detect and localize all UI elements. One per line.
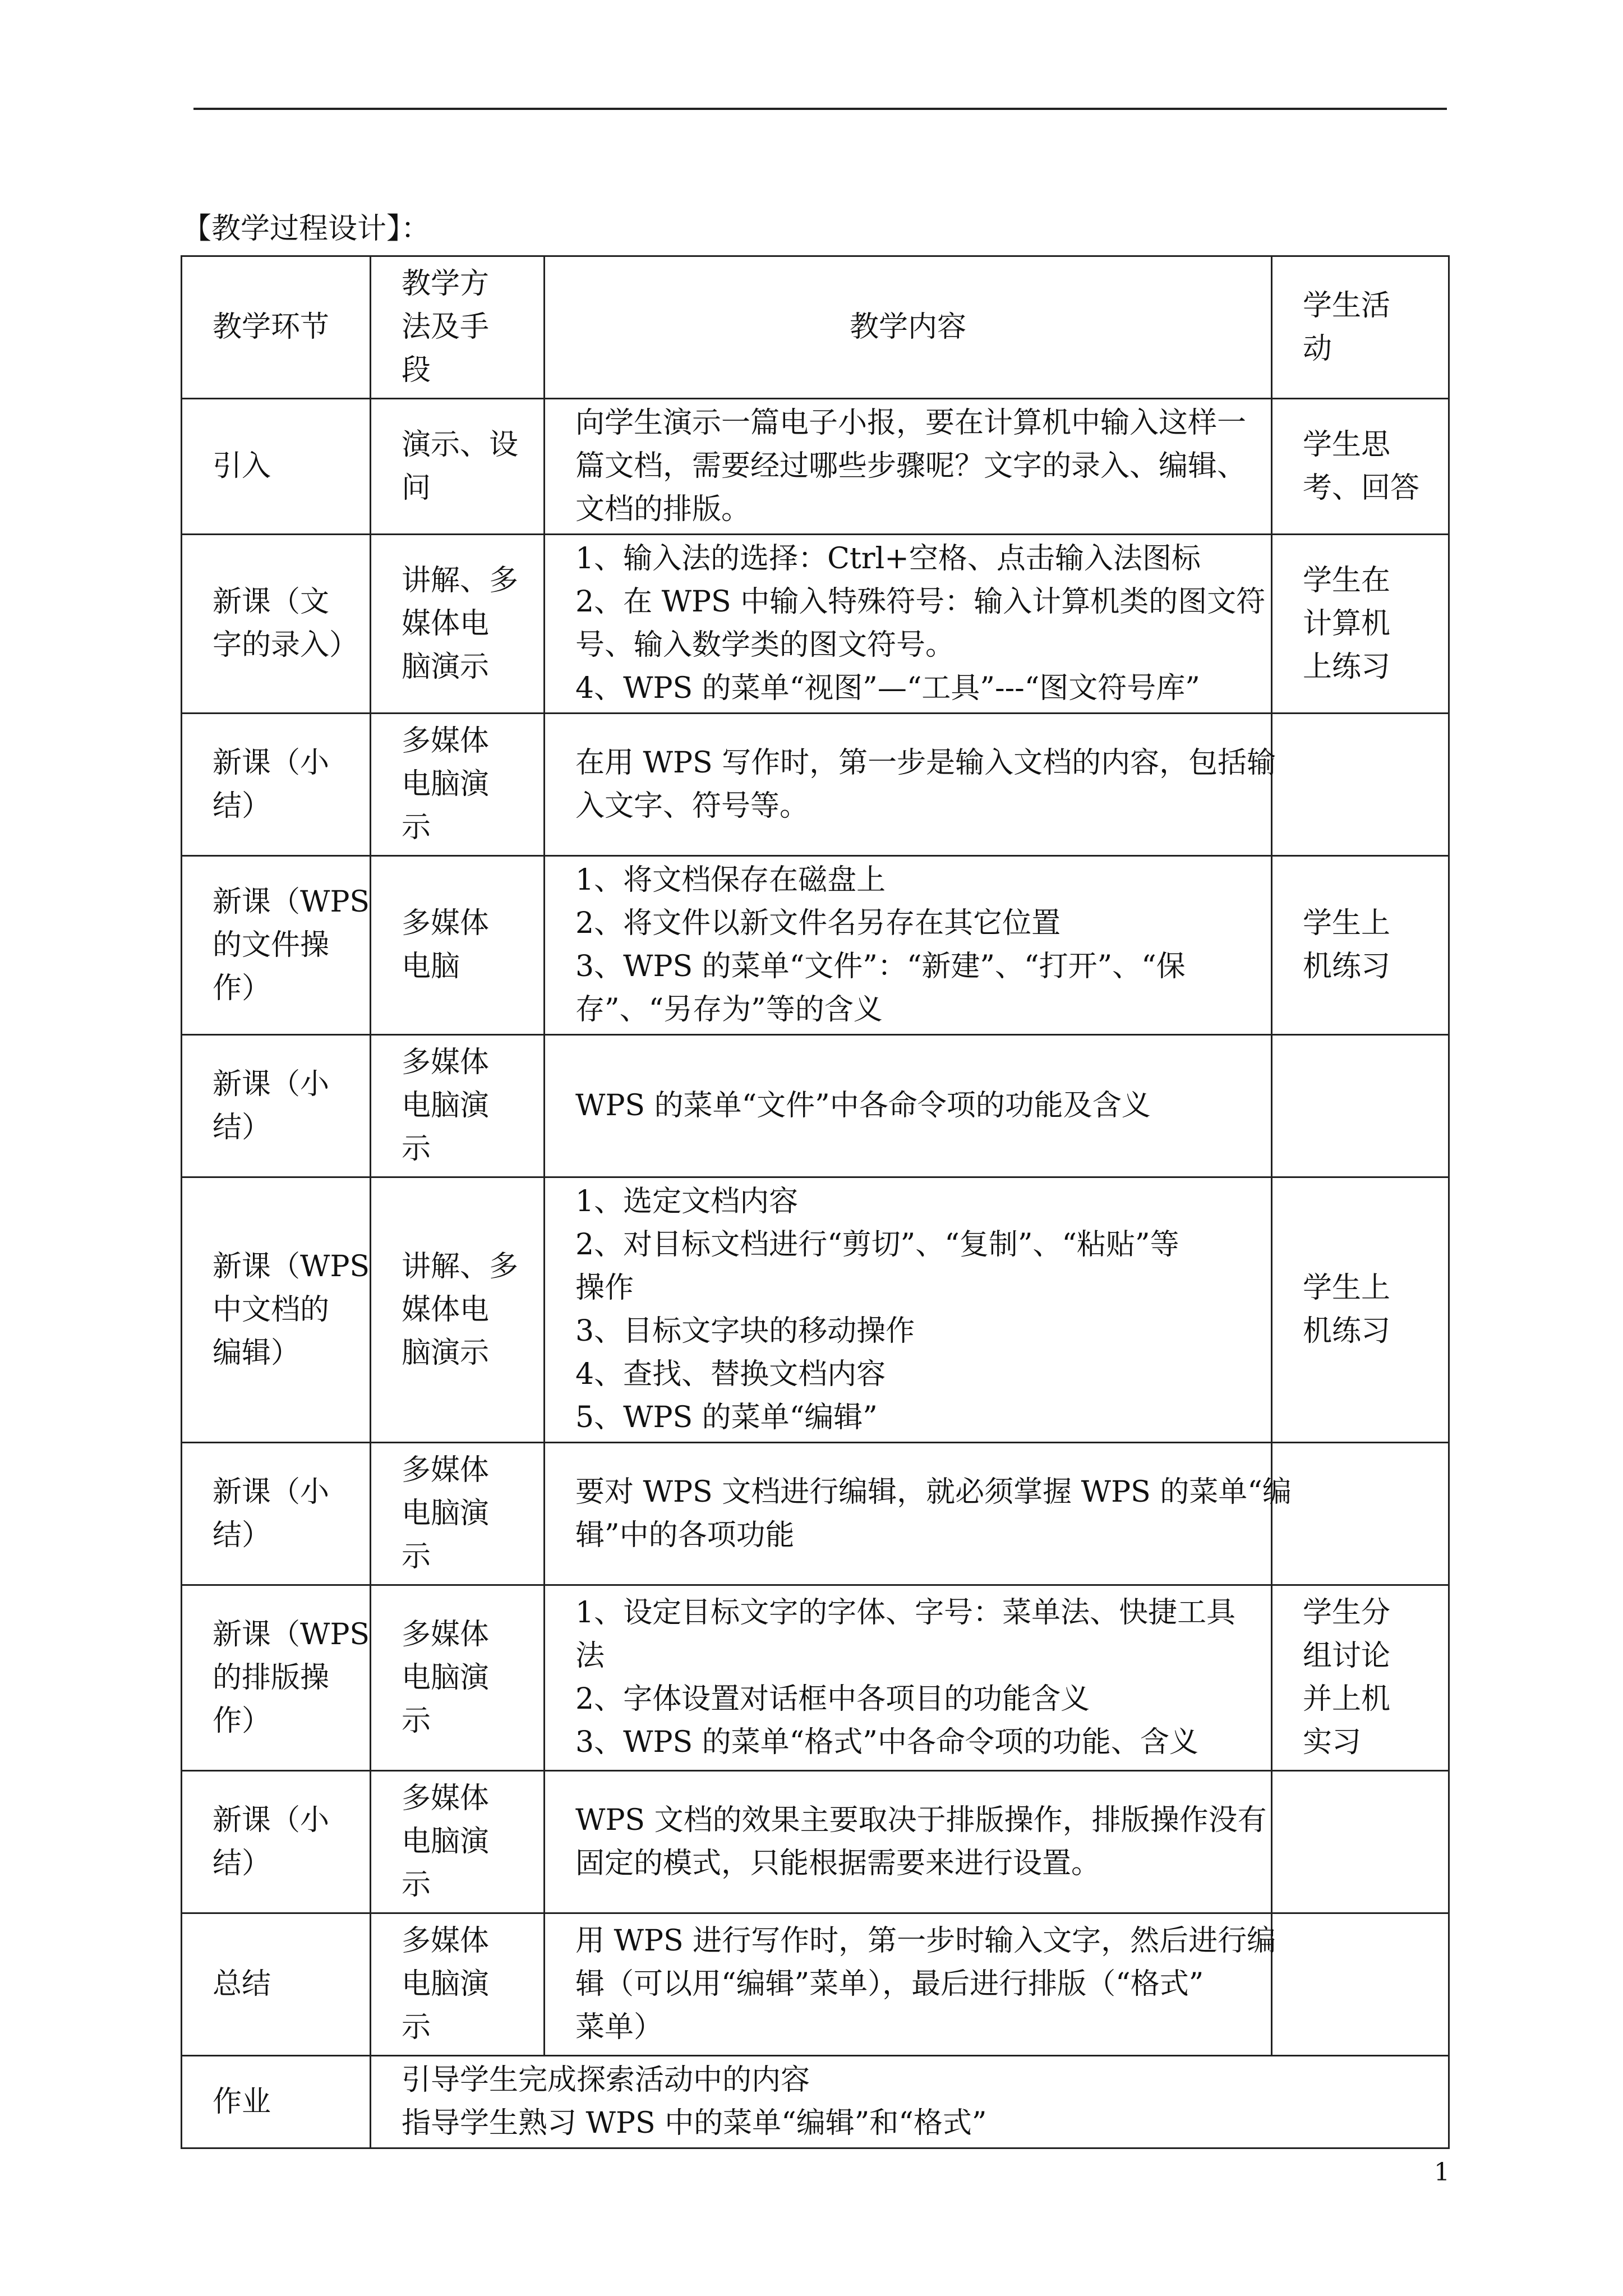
cell-line: 多媒体 [402, 1453, 490, 1487]
cell-activity [1272, 1035, 1449, 1177]
cell-line: 学生分 [1303, 1596, 1391, 1630]
cell-content [545, 535, 1272, 714]
table-row [182, 1443, 1449, 1585]
header-activity: 学生活 动 [1272, 256, 1449, 399]
cell-activity [1272, 399, 1449, 535]
cell-line: 电脑演 [402, 1660, 490, 1695]
cell-line: 并上机 [1303, 1682, 1391, 1716]
cell-line: 4、查找、替换文档内容 [575, 1358, 886, 1391]
cell-method [371, 714, 545, 856]
cell-stage [182, 1177, 371, 1443]
cell-line: 媒体电 [402, 1292, 490, 1327]
cell-line: 学生上 [1303, 907, 1391, 940]
cell-line: 操作 [575, 1271, 634, 1305]
cell-method [371, 399, 545, 535]
cell-stage [182, 856, 371, 1035]
cell-line: 示 [402, 811, 431, 844]
cell-line: WPS 文档的效果主要取决于排版操作，排版操作没有 [575, 1803, 1267, 1837]
cell-line: 法 [575, 1639, 605, 1673]
table-row [182, 1035, 1449, 1177]
cell-line: 存”、“另存为”等的含义 [575, 993, 883, 1027]
cell-line: 电脑演 [402, 1967, 490, 2001]
cell-line: 问 [402, 471, 431, 505]
cell-line: 脑演示 [402, 650, 490, 684]
cell-line: 2、在 WPS 中输入特殊符号：输入计算机类的图文符 [575, 585, 1266, 619]
cell-line: 示 [402, 1868, 431, 1902]
cell-line: 结） [213, 1846, 271, 1880]
cell-content [545, 1771, 1272, 1913]
cell-activity [1272, 856, 1449, 1035]
cell-line: 结） [213, 789, 271, 823]
cell-line: 指导学生熟习 WPS 中的菜单“编辑”和“格式” [402, 2106, 987, 2140]
cell-method [371, 1771, 545, 1913]
cell-line: 新课（小 [213, 1067, 330, 1101]
teaching-process-table [181, 255, 1450, 2149]
cell-line: 的排版操 [213, 1660, 330, 1695]
cell-method [371, 856, 545, 1035]
cell-line: 引导学生完成探索活动中的内容 [402, 2063, 810, 2097]
table-row [182, 714, 1449, 856]
header-rule [193, 108, 1447, 110]
cell-line: WPS 的菜单“文件”中各命令项的功能及含义 [575, 1089, 1151, 1122]
cell-method [371, 1035, 545, 1177]
cell-activity [1272, 1913, 1449, 2056]
cell-line: 示 [402, 1132, 431, 1166]
cell-method [371, 1913, 545, 2056]
cell-line: 新课（WPS [213, 1249, 370, 1283]
cell-line: 总结 [213, 1967, 271, 2001]
cell-line: 示 [402, 2010, 431, 2044]
cell-line: 菜单） [575, 2010, 663, 2044]
cell-method [371, 535, 545, 714]
cell-activity [1272, 714, 1449, 856]
cell-line: 用 WPS 进行写作时，第一步时输入文字，然后进行编 [575, 1924, 1276, 1958]
cell-line: 编辑） [213, 1336, 301, 1370]
cell-homework-content [371, 2056, 1449, 2148]
cell-stage [182, 1913, 371, 2056]
table-row [182, 1913, 1449, 2056]
cell-line: 学生在 [1303, 563, 1391, 597]
cell-line: 2、将文件以新文件名另存在其它位置 [575, 907, 1061, 940]
cell-line: 多媒体 [402, 907, 490, 940]
cell-stage [182, 535, 371, 714]
cell-line: 篇文档，需要经过哪些步骤呢？文字的录入、编辑、 [575, 449, 1247, 483]
cell-line: 电脑演 [402, 1825, 490, 1858]
cell-line: 计算机 [1303, 606, 1391, 641]
cell-line: 辑（可以用“编辑”菜单），最后进行排版（“格式” [575, 1967, 1204, 2001]
cell-line: 5、WPS 的菜单“编辑” [575, 1401, 878, 1434]
cell-line: 作） [213, 1704, 271, 1738]
header-content: 教学内容 [545, 256, 1272, 399]
cell-line: 1、输入法的选择：Ctrl+空格、点击输入法图标 [575, 542, 1201, 576]
header-stage: 教学环节 [182, 256, 371, 399]
cell-line: 在用 WPS 写作时，第一步是输入文档的内容，包括输 [575, 746, 1276, 780]
cell-line: 学生上 [1303, 1271, 1391, 1305]
homework-row [182, 2056, 1449, 2148]
cell-line: 新课（小 [213, 1803, 330, 1837]
cell-stage [182, 1585, 371, 1771]
cell-line: 电脑 [402, 950, 460, 983]
cell-line: 入文字、符号等。 [575, 789, 809, 823]
cell-line: 多媒体 [402, 1046, 490, 1079]
cell-line: 新课（文 [213, 585, 330, 619]
cell-line: 新课（WPS [213, 1617, 370, 1651]
cell-stage [182, 1035, 371, 1177]
cell-line: 2、对目标文档进行“剪切”、“复制”、“粘贴”等 [575, 1228, 1179, 1262]
cell-line: 3、目标文字块的移动操作 [575, 1314, 915, 1348]
cell-line: 多媒体 [402, 1924, 490, 1958]
cell-activity [1272, 1177, 1449, 1443]
cell-activity [1272, 1443, 1449, 1585]
cell-stage [182, 1443, 371, 1585]
cell-line: 2、字体设置对话框中各项目的功能含义 [575, 1682, 1090, 1716]
cell-line: 多媒体 [402, 724, 490, 758]
cell-content [545, 1913, 1276, 2056]
cell-line: 媒体电 [402, 606, 490, 641]
header-method: 教学方 法及手 段 [371, 256, 545, 399]
cell-line: 号、输入数学类的图文符号。 [575, 628, 955, 662]
cell-line: 示 [402, 1704, 431, 1738]
cell-line: 固定的模式，只能根据需要来进行设置。 [575, 1846, 1101, 1880]
table-row [182, 856, 1449, 1035]
cell-line: 辑”中的各项功能 [575, 1518, 795, 1552]
cell-line: 新课（WPS [213, 885, 370, 919]
cell-line: 中文档的 [213, 1292, 330, 1327]
cell-line: 结） [213, 1110, 271, 1144]
table-row [182, 1585, 1449, 1771]
cell-stage [182, 2056, 371, 2148]
cell-stage [182, 714, 371, 856]
cell-line: 的文件操 [213, 928, 330, 962]
cell-line: 1、将文档保存在磁盘上 [575, 863, 886, 897]
table-row [182, 399, 1449, 535]
cell-content [545, 1443, 1292, 1585]
cell-line: 电脑演 [402, 767, 490, 801]
cell-line: 机练习 [1303, 1314, 1391, 1348]
cell-activity [1272, 1771, 1449, 1913]
cell-method [371, 1443, 545, 1585]
cell-line: 向学生演示一篇电子小报，要在计算机中输入这样一 [575, 406, 1247, 440]
cell-stage [182, 1771, 371, 1913]
cell-line: 1、设定目标文字的字体、字号：菜单法、快捷工具 [575, 1596, 1236, 1630]
cell-line: 结） [213, 1518, 271, 1552]
cell-activity [1272, 1585, 1449, 1771]
cell-line: 示 [402, 1540, 431, 1573]
cell-line: 演示、设 [402, 427, 519, 462]
cell-line: 学生思 [1303, 427, 1391, 462]
cell-activity [1272, 535, 1449, 714]
cell-line: 多媒体 [402, 1617, 490, 1651]
cell-content [545, 1035, 1272, 1177]
cell-line: 考、回答 [1303, 471, 1420, 505]
cell-line: 4、WPS 的菜单“视图”—“工具”---“图文符号库” [575, 671, 1200, 705]
cell-line: 组讨论 [1303, 1639, 1391, 1673]
cell-line: 机练习 [1303, 950, 1391, 983]
cell-method [371, 1585, 545, 1771]
cell-content [545, 399, 1272, 535]
cell-line: 作） [213, 971, 271, 1005]
cell-method [371, 1177, 545, 1443]
page-number: 1 [1434, 2158, 1450, 2187]
cell-line: 脑演示 [402, 1336, 490, 1370]
cell-stage [182, 399, 371, 535]
cell-line: 字的录入） [213, 628, 359, 662]
table-row [182, 535, 1449, 714]
cell-line: 3、WPS 的菜单“文件”：“新建”、“打开”、“保 [575, 950, 1186, 983]
cell-line: 3、WPS 的菜单“格式”中各命令项的功能、含义 [575, 1726, 1198, 1759]
cell-line: 多媒体 [402, 1782, 490, 1815]
cell-line: 新课（小 [213, 1475, 330, 1509]
cell-line: 新课（小 [213, 746, 330, 780]
table-header-row [182, 256, 1449, 399]
cell-content [545, 856, 1272, 1035]
cell-line: 电脑演 [402, 1497, 490, 1530]
cell-line: 要对 WPS 文档进行编辑，就必须掌握 WPS 的菜单“编 [575, 1475, 1292, 1509]
cell-content [545, 714, 1276, 856]
cell-line: 讲解、多 [402, 563, 519, 597]
cell-line: 讲解、多 [402, 1249, 519, 1283]
cell-line: 文档的排版。 [575, 493, 751, 526]
cell-line: 电脑演 [402, 1089, 490, 1122]
cell-line: 作业 [213, 2085, 271, 2119]
cell-content [545, 1177, 1272, 1443]
cell-line: 引入 [213, 449, 271, 483]
cell-line: 上练习 [1303, 650, 1391, 684]
cell-line: 1、选定文档内容 [575, 1185, 799, 1218]
table-row [182, 1771, 1449, 1913]
table-row [182, 1177, 1449, 1443]
section-title: 【教学过程设计】： [182, 212, 431, 246]
cell-line: 实习 [1303, 1726, 1362, 1759]
cell-content [545, 1585, 1272, 1771]
